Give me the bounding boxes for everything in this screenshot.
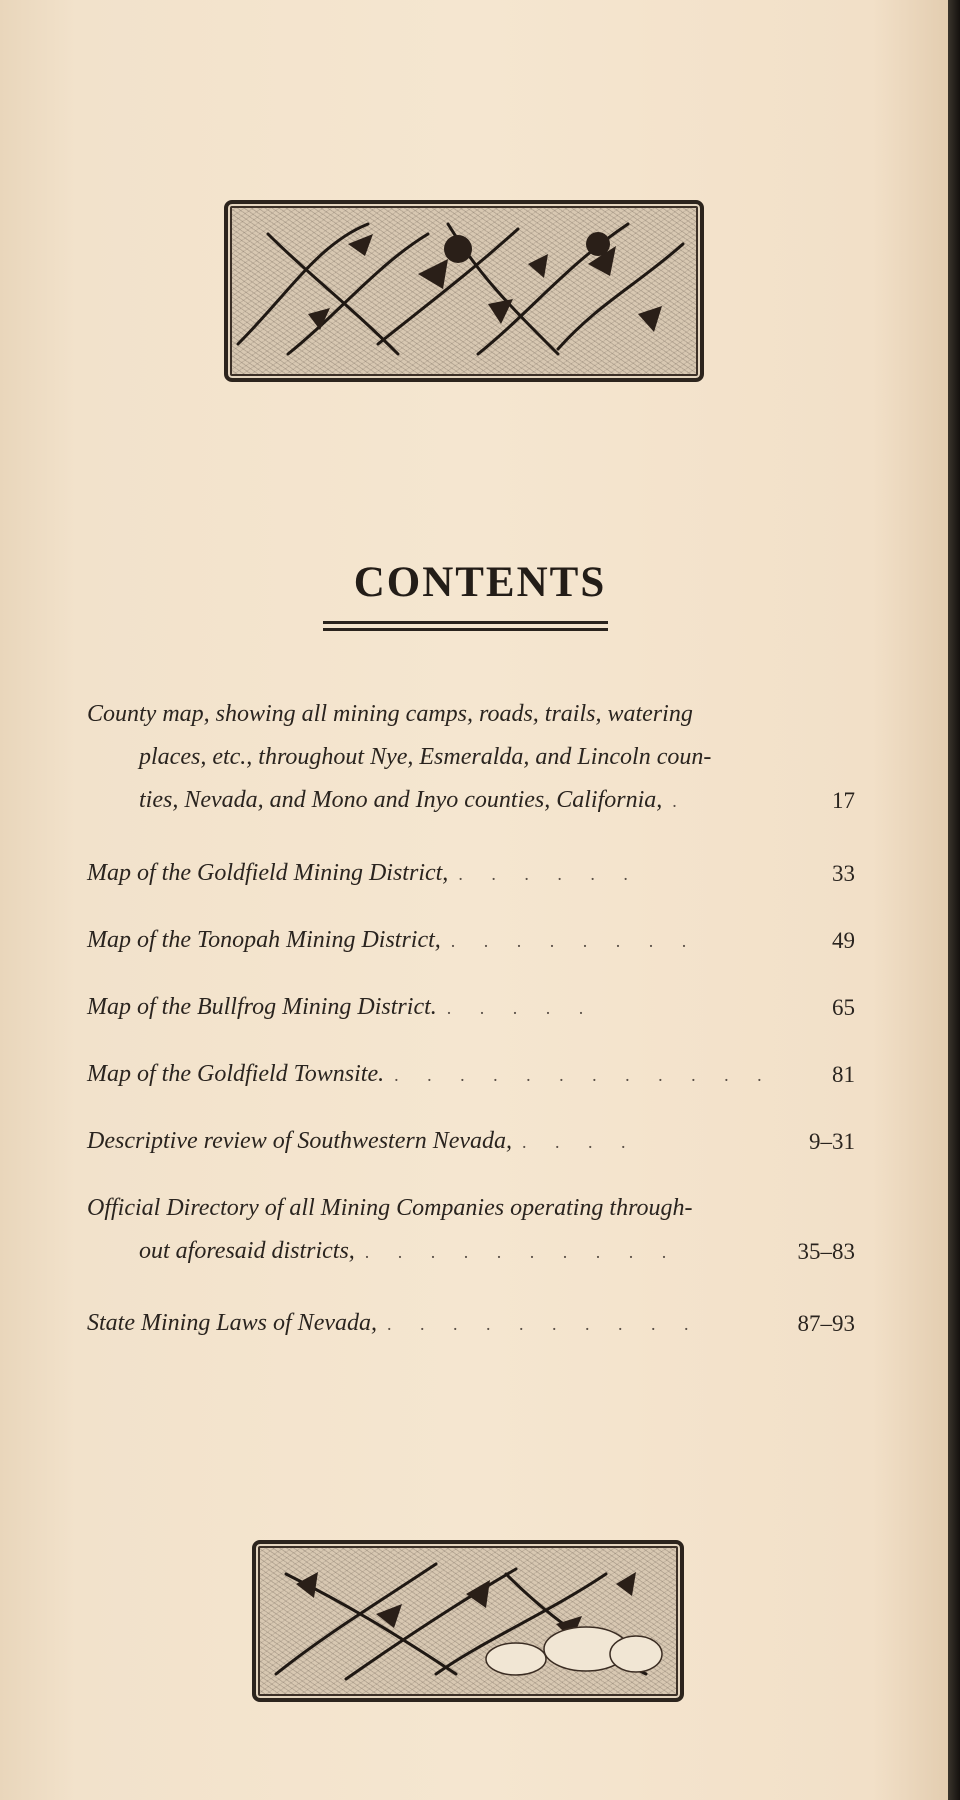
entry-line: out aforesaid districts, . . . . . . . . . . <box>139 1238 679 1264</box>
entry-line: ties, Nevada, and Mono and Inyo counties, California, . <box>139 787 689 813</box>
entry-line: places, etc., throughout Nye, Esmeralda, and Lincoln coun- <box>139 744 712 770</box>
floral-engraving-icon <box>256 1544 672 1690</box>
page-number: 33 <box>832 861 855 886</box>
bottom-floral-ornament <box>252 1540 684 1702</box>
top-floral-ornament <box>224 200 704 382</box>
floral-engraving-icon <box>228 204 692 370</box>
contents-entry <box>87 693 855 823</box>
contents-entry <box>87 986 855 1030</box>
page-number: 81 <box>832 1062 855 1087</box>
entry-line: County map, showing all mining camps, roads, trails, watering <box>87 701 693 727</box>
contents-entry <box>87 852 855 896</box>
entry-line: Map of the Goldfield Mining District, . . . . . . <box>87 860 640 886</box>
page-number: 9–31 <box>809 1129 855 1154</box>
contents-title: CONTENTS <box>353 559 607 606</box>
entry-line: Map of the Tonopah Mining District, . . . . . . . . <box>87 927 699 953</box>
contents-entry <box>87 1302 855 1346</box>
contents-entry <box>87 919 855 963</box>
contents-entry <box>87 1120 855 1164</box>
page-number: 49 <box>832 928 855 953</box>
book-cover-edge <box>948 0 960 1800</box>
page-number: 35–83 <box>797 1239 855 1264</box>
entry-line: Official Directory of all Mining Companies operating through- <box>87 1195 693 1221</box>
page-number: 17 <box>832 788 855 813</box>
title-rule-upper <box>323 621 608 624</box>
entry-line: Map of the Bullfrog Mining District. . . . . . <box>87 994 596 1020</box>
page-number: 65 <box>832 995 855 1020</box>
page-number: 87–93 <box>797 1311 855 1336</box>
contents-entry <box>87 1053 855 1097</box>
title-rule-lower <box>323 628 608 631</box>
entry-line: Map of the Goldfield Townsite. . . . . . . . . . . . . <box>87 1061 774 1087</box>
entry-line: State Mining Laws of Nevada, . . . . . . . . . . <box>87 1310 701 1336</box>
contents-entry <box>87 1187 855 1274</box>
entry-line: Descriptive review of Southwestern Nevada,. . . . <box>87 1128 638 1154</box>
